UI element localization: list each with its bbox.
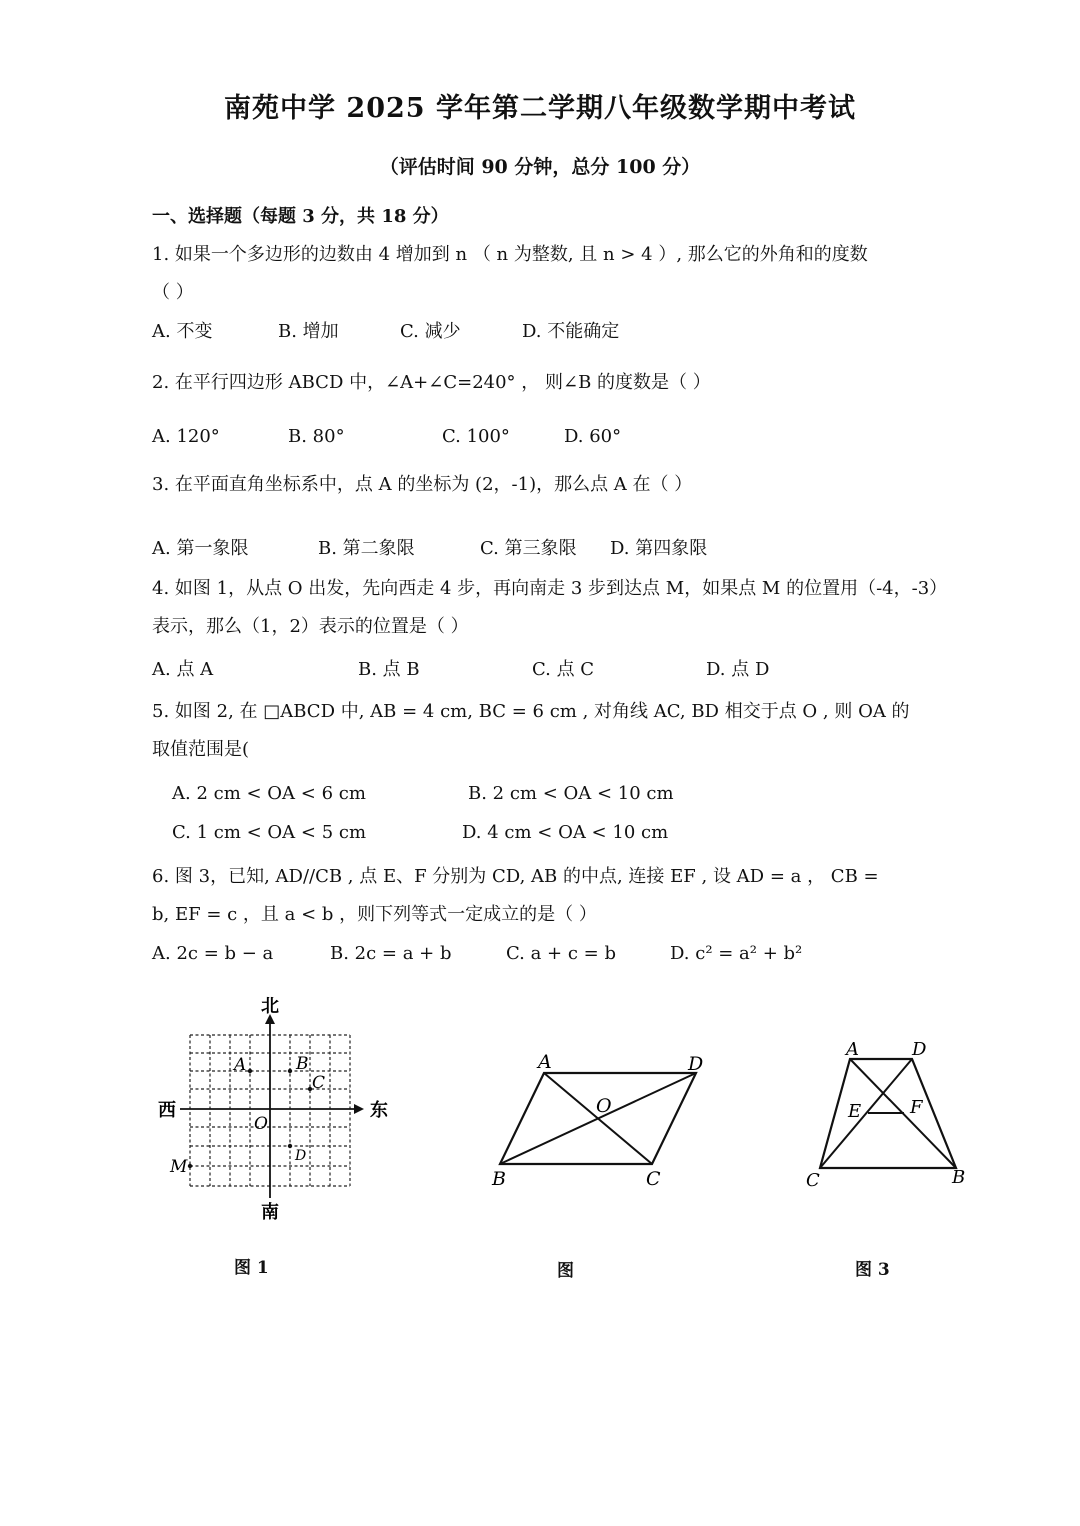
diagonal-bd bbox=[500, 1073, 696, 1164]
question-1-line1: 1. 如果一个多边形的边数由 4 增加到 n （ n 为整数, 且 n > 4 ）, 那么它的外角和的度数 bbox=[152, 244, 868, 265]
question-2 bbox=[152, 364, 982, 402]
option-b[interactable]: B. 2c = a + b bbox=[330, 943, 452, 964]
option-b[interactable]: B. 80° bbox=[288, 426, 345, 447]
option-d[interactable]: D. 4 cm < OA < 10 cm bbox=[462, 822, 669, 843]
question-1-line2: （ ） bbox=[152, 282, 194, 303]
option-b[interactable]: B. 增加 bbox=[278, 321, 339, 342]
vertex-d-label: D bbox=[688, 1053, 704, 1075]
option-b[interactable]: B. 2 cm < OA < 10 cm bbox=[468, 783, 674, 804]
question-4-line2: 表示，那么（1，2）表示的位置是（ ） bbox=[152, 616, 469, 637]
vertex-a-label: A bbox=[538, 1051, 552, 1073]
question-3 bbox=[152, 466, 982, 504]
vertex-c-label: C bbox=[806, 1170, 820, 1191]
point-m-dot bbox=[188, 1164, 192, 1168]
vertex-a-label: A bbox=[846, 1039, 859, 1060]
option-d[interactable]: D. c² = a² + b² bbox=[670, 943, 803, 964]
point-c-label: C bbox=[312, 1073, 326, 1093]
figure-1-grid-diagram bbox=[150, 990, 400, 1230]
option-b[interactable]: B. 第二象限 bbox=[318, 538, 415, 559]
question-5-line1: 5. 如图 2, 在 □ABCD 中, AB = 4 cm, BC = 6 cm , 对角线 AC, BD 相交于点 O , 则 OA 的 bbox=[152, 701, 910, 722]
figure-3-trapezoid-diagram bbox=[800, 1035, 980, 1195]
point-a-dot bbox=[248, 1069, 252, 1073]
option-c[interactable]: C. 第三象限 bbox=[480, 538, 577, 559]
option-a[interactable]: A. 不变 bbox=[152, 321, 213, 342]
option-a[interactable]: A. 2 cm < OA < 6 cm bbox=[172, 783, 366, 804]
option-c[interactable]: C. 1 cm < OA < 5 cm bbox=[172, 822, 367, 843]
exam-subtitle: （评估时间 90 分钟，总分 100 分） bbox=[379, 156, 701, 178]
point-d-dot bbox=[288, 1144, 292, 1148]
midpoint-f-label: F bbox=[910, 1097, 923, 1118]
figure-2-caption: 图 bbox=[557, 1261, 574, 1281]
option-c[interactable]: C. 减少 bbox=[400, 321, 461, 342]
question-4 bbox=[152, 570, 982, 646]
option-b[interactable]: B. 点 B bbox=[358, 659, 420, 680]
option-a[interactable]: A. 120° bbox=[152, 426, 220, 447]
question-5 bbox=[152, 693, 982, 769]
question-1 bbox=[152, 236, 982, 312]
question-2-line1: 2. 在平行四边形 ABCD 中，∠A+∠C=240° ， 则∠B 的度数是（ ） bbox=[152, 372, 711, 393]
origin-label: O bbox=[254, 1114, 268, 1134]
question-6 bbox=[152, 858, 982, 934]
vertex-b-label: B bbox=[492, 1168, 506, 1190]
point-a-label: A bbox=[234, 1055, 247, 1075]
option-a[interactable]: A. 点 A bbox=[152, 659, 214, 680]
vertex-c-label: C bbox=[646, 1168, 661, 1190]
option-a[interactable]: A. 第一象限 bbox=[152, 538, 249, 559]
option-c[interactable]: C. a + c = b bbox=[506, 943, 616, 964]
option-a[interactable]: A. 2c = b − a bbox=[152, 943, 274, 964]
south-label: 南 bbox=[261, 1202, 279, 1223]
question-6-line1: 6. 图 3，已知, AD//CB , 点 E、F 分别为 CD, AB 的中点, 连接 EF , 设 AD = a ， CB = bbox=[152, 866, 879, 887]
east-arrowhead bbox=[354, 1104, 364, 1114]
midpoint-e-label: E bbox=[848, 1101, 862, 1122]
point-m-label: M bbox=[170, 1157, 188, 1177]
figure-1-caption: 图 1 bbox=[234, 1258, 269, 1278]
question-3-line1: 3. 在平面直角坐标系中，点 A 的坐标为 (2，-1)，那么点 A 在（ ） bbox=[152, 474, 693, 495]
figure-3-caption: 图 3 bbox=[855, 1260, 890, 1280]
exam-title: 南苑中学 2025 学年第二学期八年级数学期中考试 bbox=[224, 93, 856, 124]
west-label: 西 bbox=[158, 1100, 176, 1121]
point-d-label: D bbox=[295, 1148, 307, 1164]
north-label: 北 bbox=[261, 996, 279, 1017]
option-d[interactable]: D. 不能确定 bbox=[522, 321, 620, 342]
option-d[interactable]: D. 60° bbox=[564, 426, 622, 447]
vertex-d-label: D bbox=[912, 1039, 927, 1060]
east-label: 东 bbox=[370, 1100, 388, 1121]
section-heading: 一、选择题（每题 3 分，共 18 分） bbox=[152, 206, 449, 227]
figure-2-parallelogram-diagram bbox=[480, 1040, 730, 1200]
option-c[interactable]: C. 点 C bbox=[532, 659, 595, 680]
point-b-dot bbox=[288, 1069, 292, 1073]
question-4-line1: 4. 如图 1，从点 O 出发，先向西走 4 步，再向南走 3 步到达点 M，如果点 M 的位置用（-4，-3） bbox=[152, 578, 948, 599]
point-b-label: B bbox=[296, 1054, 309, 1074]
option-c[interactable]: C. 100° bbox=[442, 426, 510, 447]
option-d[interactable]: D. 第四象限 bbox=[610, 538, 708, 559]
option-d[interactable]: D. 点 D bbox=[706, 659, 770, 680]
question-6-line2: b, EF = c ，且 a < b ，则下列等式一定成立的是（ ） bbox=[152, 904, 597, 925]
question-5-line2: 取值范围是( bbox=[152, 739, 250, 760]
vertex-b-label: B bbox=[952, 1167, 966, 1188]
center-o-label: O bbox=[596, 1095, 612, 1117]
